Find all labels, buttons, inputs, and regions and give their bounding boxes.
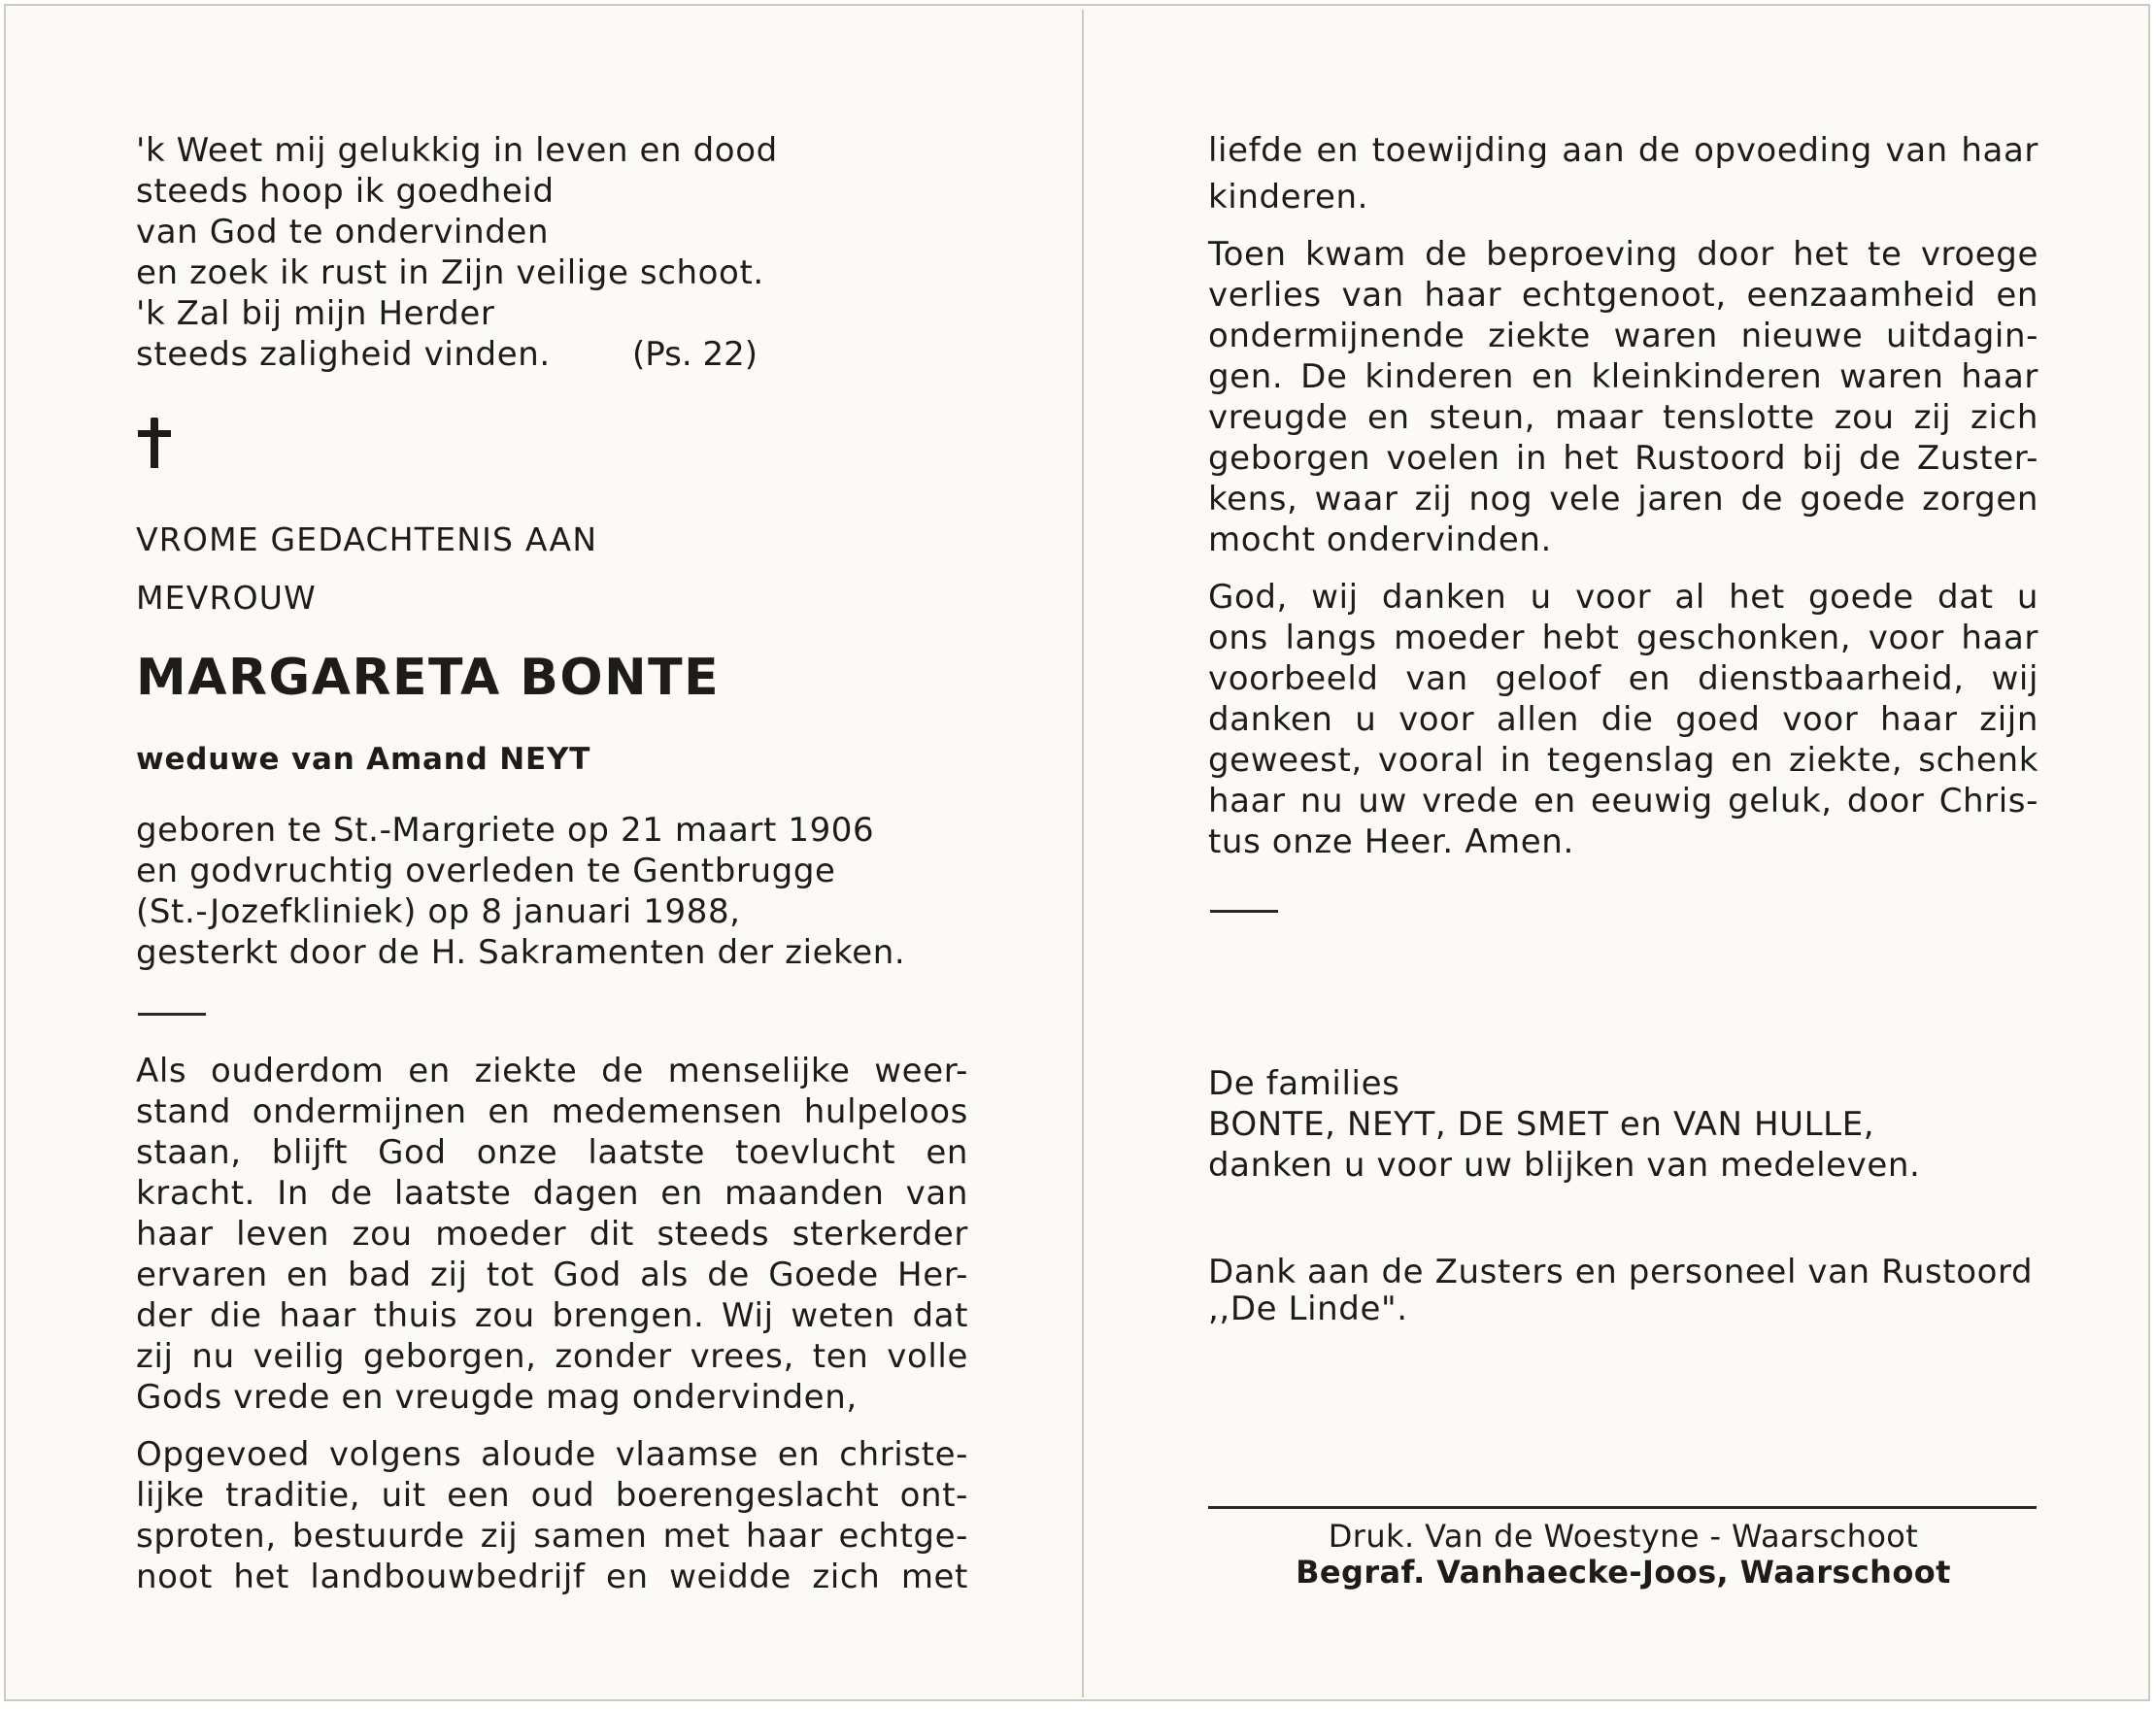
poem-line: 'k Weet mij gelukkig in leven en dood (136, 131, 778, 170)
right-paragraph-2 (1208, 234, 2038, 560)
paragraph-1 (136, 1051, 968, 1418)
paragraph-line: Als ouderdom en ziekte de menselijke weer- (136, 1052, 968, 1090)
paragraph-line: voorbeeld van geloof en dienstbaarheid, wij (1208, 659, 2038, 698)
poem-line: van God te ondervinden (136, 213, 550, 251)
thanks-line: ,,De Linde". (1208, 1290, 1408, 1328)
paragraph-line: haar leven zou moeder dit steeds sterkerder (136, 1215, 968, 1254)
families-line: danken u voor uw blijken van medeleven. (1208, 1146, 1921, 1185)
paragraph-line: lijke traditie, uit een oud boerengeslacht ont- (136, 1476, 968, 1515)
paragraph-line: ons langs moeder hebt geschonken, voor haar (1208, 619, 2038, 657)
biography-line: en godvruchtig overleden te Gentbrugge (136, 852, 836, 890)
thanks-line: Dank aan de Zusters en personeel van Rustoord (1208, 1253, 2034, 1291)
deceased-name: MARGARETA BONTE (136, 649, 721, 707)
paragraph-line: God, wij danken u voor al het goede dat u (1208, 578, 2038, 617)
families-line: De families (1208, 1064, 1400, 1103)
paragraph-line: gen. De kinderen en kleinkinderen waren haar (1208, 357, 2038, 396)
poem-line: steeds zaligheid vinden. (Ps. 22) (136, 335, 758, 374)
paragraph-line: danken u voor allen die goed voor haar zijn (1208, 700, 2038, 739)
biography-line: (St.-Jozefkliniek) op 8 januari 1988, (136, 892, 741, 931)
poem-line: 'k Zal bij mijn Herder (136, 294, 495, 333)
right-paragraph-3 (1208, 577, 2038, 862)
undertaker-line: Begraf. Vanhaecke-Joos, Waarschoot (1296, 1554, 1951, 1591)
paragraph-line: geweest, vooral in tegenslag en ziekte, schenk (1208, 741, 2038, 780)
printer-line: Druk. Van de Woestyne - Waarschoot (1328, 1518, 1919, 1555)
biography-line: geboren te St.-Margriete op 21 maart 1906 (136, 811, 875, 850)
paragraph-line: noot het landbouwbedrijf en weidde zich met (136, 1558, 968, 1596)
divider (1210, 910, 1278, 913)
thanks (1208, 1254, 2038, 1327)
paragraph-line: ervaren en bad zij tot God als de Goede Her- (136, 1256, 968, 1294)
paragraph-line: tus onze Heer. Amen. (1208, 822, 1574, 861)
paragraph-line: vreugde en steun, maar tenslotte zou zij zich (1208, 398, 2038, 437)
psalm-reference: (Ps. 22) (631, 335, 758, 374)
paragraph-line: stand ondermijnen en medemensen hulpeloos (136, 1092, 968, 1131)
cross-icon (138, 418, 171, 468)
widow-of: weduwe van Amand NEYT (136, 742, 591, 777)
paragraph-line: Toen kwam de beproeving door het te vroege (1208, 235, 2038, 274)
paragraph-line: Opgevoed volgens aloude vlaamse en christe- (136, 1435, 968, 1474)
paragraph-line: sproten, bestuurde zij samen met haar echtge- (136, 1517, 968, 1556)
families-line: BONTE, NEYT, DE SMET en VAN HULLE, (1208, 1105, 1875, 1144)
paragraph-line: geborgen voelen in het Rustoord bij de Zuster- (1208, 439, 2038, 478)
paragraph-line: verlies van haar echtgenoot, eenzaamheid en (1208, 276, 2038, 315)
memorial-title: MEVROUW (136, 579, 317, 617)
paragraph-line: kens, waar zij nog vele jaren de goede zorgen (1208, 480, 2038, 519)
paragraph-line: liefde en toewijding aan de opvoeding van haar (1208, 131, 2038, 170)
paragraph-line: staan, blijft God onze laatste toevlucht en (136, 1133, 968, 1172)
poem-line: en zoek ik rust in Zijn veilige schoot. (136, 253, 764, 292)
paragraph-line: mocht ondervinden. (1208, 520, 1552, 559)
right-paragraph-1 (1208, 130, 2038, 218)
printer-rule (1208, 1506, 2037, 1509)
divider (138, 1013, 206, 1016)
poem (136, 130, 971, 375)
paragraph-line: kracht. In de laatste dagen en maanden van (136, 1174, 968, 1213)
paragraph-line: haar nu uw vrede en eeuwig geluk, door Chris- (1208, 782, 2038, 821)
paragraph-line: kinderen. (1208, 178, 1369, 217)
paragraph-line: ondermijnende ziekte waren nieuwe uitdagin- (1208, 317, 2038, 355)
memorial-heading: VROME GEDACHTENIS AAN (136, 520, 598, 558)
families (1208, 1063, 2038, 1186)
paragraph-line: der die haar thuis zou brengen. Wij weten dat (136, 1296, 968, 1335)
biography (136, 810, 906, 973)
poem-line: steeds hoop ik goedheid (136, 172, 555, 211)
card-fold (1082, 10, 1084, 1697)
biography-line: gesterkt door de H. Sakramenten der zieken. (136, 933, 906, 972)
paragraph-2 (136, 1434, 968, 1597)
paragraph-line: Gods vrede en vreugde mag ondervinden, (136, 1378, 858, 1417)
printer-credits (1208, 1519, 2038, 1591)
paragraph-line: zij nu veilig geborgen, zonder vrees, ten volle (136, 1337, 968, 1376)
